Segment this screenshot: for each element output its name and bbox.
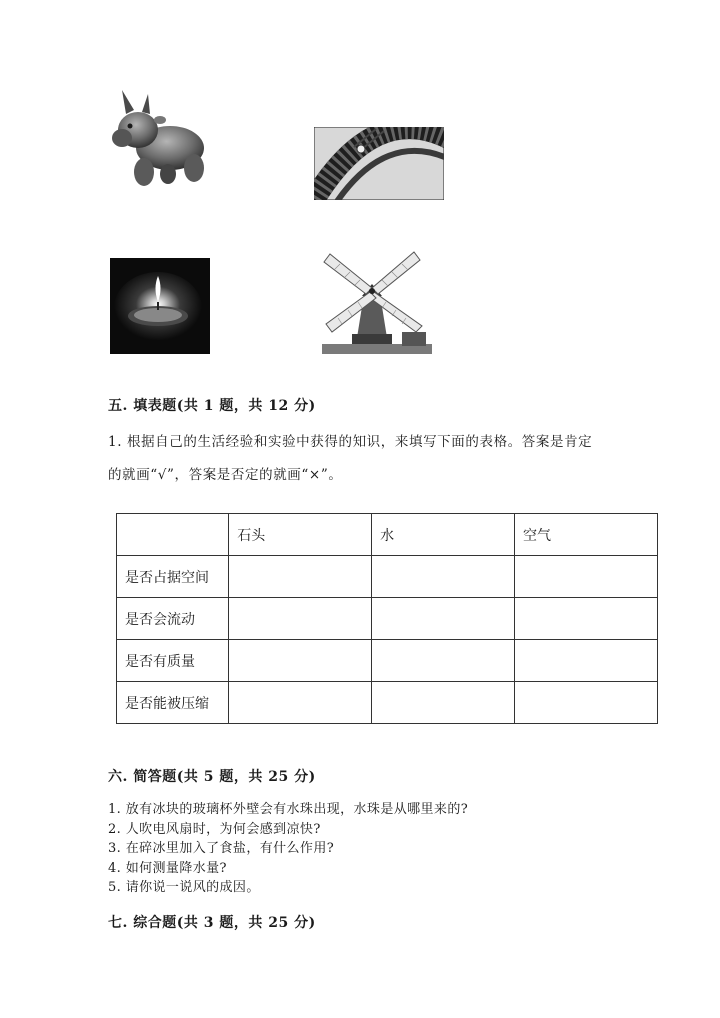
table-header-row — [117, 514, 658, 556]
row-label: 是否能被压缩 — [117, 682, 229, 724]
section5-question1-line1: 1. 根据自己的生活经验和实验中获得的知识，来填写下面的表格。答案是肯定 — [108, 434, 593, 450]
table-header-cell: 石头 — [229, 514, 372, 556]
answer-cell[interactable] — [372, 598, 515, 640]
candle-flame-photo — [110, 258, 210, 354]
answer-cell[interactable] — [372, 556, 515, 598]
section7-heading: 七. 综合题(共 3 题，共 25 分) — [108, 915, 316, 931]
row-label: 是否会流动 — [117, 598, 229, 640]
table-row — [117, 640, 658, 682]
table-header-cell — [117, 514, 229, 556]
table-header-cell: 空气 — [515, 514, 658, 556]
answer-cell[interactable] — [229, 556, 372, 598]
answer-cell[interactable] — [515, 598, 658, 640]
answer-cell[interactable] — [515, 556, 658, 598]
answer-cell[interactable] — [515, 682, 658, 724]
section6-heading: 六. 简答题(共 5 题，共 25 分) — [108, 769, 316, 785]
answer-cell[interactable] — [229, 598, 372, 640]
list-item: 2. 人吹电风扇时，为何会感到凉快? — [108, 821, 321, 837]
list-item: 5. 请你说一说风的成因。 — [108, 880, 260, 895]
section5-question1-line2: 的就画“√”，答案是否定的就画“×”。 — [108, 467, 343, 483]
windmill-photo — [322, 246, 432, 354]
answer-cell[interactable] — [229, 640, 372, 682]
table-row — [117, 556, 658, 598]
table-header-cell: 水 — [372, 514, 515, 556]
row-label: 是否有质量 — [117, 640, 229, 682]
answer-cell[interactable] — [372, 640, 515, 682]
row-label: 是否占据空间 — [117, 556, 229, 598]
answer-cell[interactable] — [372, 682, 515, 724]
short-answer-list — [108, 800, 468, 898]
inflatable-horse-toy-photo — [108, 88, 214, 194]
list-item: 4. 如何测量降水量? — [108, 860, 227, 876]
table-row — [117, 598, 658, 640]
answer-cell[interactable] — [515, 640, 658, 682]
list-item: 1. 放有冰块的玻璃杯外壁会有水珠出现，水珠是从哪里来的? — [108, 802, 469, 817]
fill-in-table — [116, 513, 658, 724]
list-item: 3. 在碎冰里加入了食盐，有什么作用? — [108, 841, 335, 856]
answer-cell[interactable] — [229, 682, 372, 724]
bicycle-tire-photo — [314, 127, 444, 200]
section5-heading: 五. 填表题(共 1 题，共 12 分) — [108, 398, 316, 414]
table-row — [117, 682, 658, 724]
